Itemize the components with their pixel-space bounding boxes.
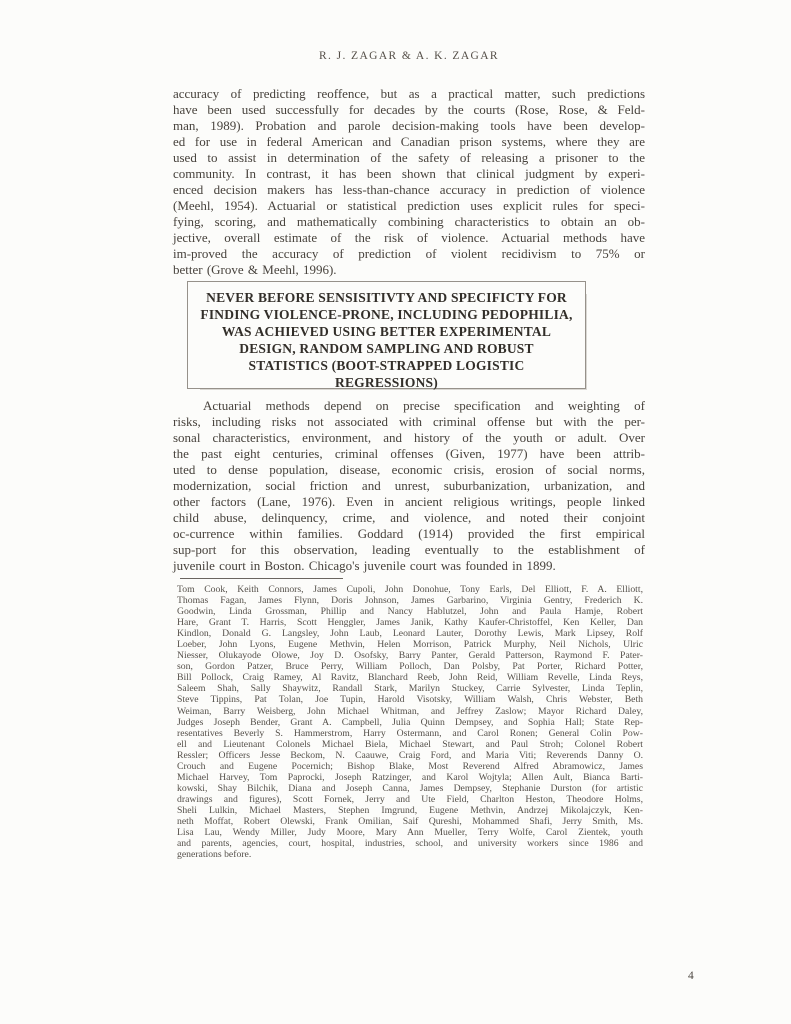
text-line: jective, overall estimate of the risk of violence. Actuarial methods have xyxy=(173,230,645,245)
text-line: NEVER BEFORE SENSISITIVTY AND SPECIFICTY FOR xyxy=(206,290,567,305)
text-line: Sheli Lulkin, Michael Masters, Stephen Imgrund, Eugene Methvin, Andrzej Mikolajczyk, Ken- xyxy=(177,804,643,816)
text-line: uted to dense population, disease, economic crisis, erosion of social norms, xyxy=(173,462,645,477)
text-line: accuracy of predicting reoffence, but as a practical matter, such predictions xyxy=(173,86,645,101)
text-line: and parents, agencies, court, hospital, industries, school, and university workers since 1986 and xyxy=(177,838,643,850)
text-line: Lisa Lau, Wendy Miller, Judy Moore, Mary Ann Mueller, Terry Wolfe, Carol Zientek, youth xyxy=(177,827,643,839)
text-line: Michael Harvey, Tom Paprocki, Joseph Ratzinger, and Karol Wojtyla; Allen Ault, Bianca Barti- xyxy=(177,771,643,783)
text-line: Niesser, Olukayode Olowe, Joy D. Osofsky, Barry Panter, Gerald Patterson, Raymond F. Pater- xyxy=(177,650,643,662)
text-line: modernization, social friction and unrest, suburbanization, urbanization, and xyxy=(173,478,645,493)
text-line: Weiman, Barry Weisberg, John Michael Whitman, and Jeffrey Zaslow; Mayor Richard Daley, xyxy=(177,705,643,717)
text-line: child abuse, delinquency, crime, and violence, and noted their conjoint xyxy=(173,510,645,525)
text-line: the past eight centuries, criminal offenses (Given, 1977) have been attrib- xyxy=(173,446,645,461)
text-line: Kindlon, Donald G. Langsley, John Laub, Leonard Lauter, Dorothy Lewis, Mark Lipsey, Rolf xyxy=(177,628,643,640)
footnote-separator-rule xyxy=(180,578,343,579)
text-line: Tom Cook, Keith Connors, James Cupoli, John Donohue, Tony Earls, Del Elliott, F. A. Elliott, xyxy=(177,584,643,595)
callout-box xyxy=(187,281,586,389)
text-line: sup-port for this observation, leading eventually to the establishment of xyxy=(173,542,645,557)
text-line: neth Moffat, Robert Olewski, Frank Omilian, Saif Qureshi, Mohammed Shafi, Jerry Smith, Ms. xyxy=(177,815,643,827)
text-line: juvenile court in Boston. Chicago's juvenile court was founded in 1899. xyxy=(173,558,556,573)
text-line: Thomas Fagan, James Flynn, Doris Johnson, James Garbarino, Virginia Gentry, Frederich K. xyxy=(177,595,643,607)
text-line: ed for use in federal American and Canadian prison systems, where they are xyxy=(173,134,645,149)
text-line: Loeber, John Lyons, Eugene Methvin, Helen Morrison, Patrick Murphy, Neil Nichols, Ulric xyxy=(177,639,643,651)
text-line: Bill Pollock, Craig Ramey, Al Ravitz, Blanchard Reeb, John Reid, William Revelle, Linda Reys, xyxy=(177,672,643,684)
text-line: Actuarial methods depend on precise specification and weighting of xyxy=(203,398,645,413)
text-line: Goodwin, Linda Grossman, Phillip and Nancy Hablutzel, John and Paula Hamje, Robert xyxy=(177,606,643,618)
text-line: better (Grove & Meehl, 1996). xyxy=(173,262,337,277)
text-line: Ressler; Officers Jesse Beckom, N. Caauwe, Craig Ford, and Maria Viti; Reverends Danny O. xyxy=(177,749,643,761)
text-line: fying, scoring, and mathematically combining characteristics to obtain an ob- xyxy=(173,214,645,229)
text-line: FINDING VIOLENCE-PRONE, INCLUDING PEDOPHILIA, xyxy=(200,307,573,322)
text-line: generations before. xyxy=(177,849,252,861)
text-line: ell and Lieutenant Colonels Michael Biela, Michael Stewart, and Paul Stroh; Colonel Robert xyxy=(177,738,643,750)
text-line: Steve Tippins, Pat Tolan, Joe Tupin, Harold Visotsky, William Walsh, Chris Webster, Beth xyxy=(177,694,643,706)
page-number: 4 xyxy=(688,970,694,982)
text-line: man, 1989). Probation and parole decision-making tools have been develop- xyxy=(173,118,645,133)
text-line: sonal characteristics, environment, and history of the youth or adult. Over xyxy=(173,430,645,445)
text-line: resentatives Beverly S. Hammerstrom, Harry Ostermann, and Carol Ronen; General Colin Pow- xyxy=(177,727,643,739)
text-line: enced decision makers has less-than-chance accuracy in prediction of violence xyxy=(173,182,645,197)
footnote-acknowledgments xyxy=(177,584,643,860)
text-line: used to assist in determination of the safety of releasing a prisoner to the xyxy=(173,150,645,165)
text-line: Judges Joseph Bender, Grant A. Campbell, Julia Quinn Dempsey, and Sophia Hall; State Rep- xyxy=(177,716,643,728)
text-line: im-proved the accuracy of prediction of violent recidivism to 75% or xyxy=(173,246,645,261)
text-line: STATISTICS (BOOT-STRAPPED LOGISTIC xyxy=(248,358,525,373)
text-line: Hare, Grant T. Harris, Scott Henggler, James Janik, Kathy Kaufer-Christoffel, Ken Keller, Dan xyxy=(177,617,643,629)
callout-text xyxy=(188,282,585,391)
text-line: risks, including risks not associated with criminal offense but with the per- xyxy=(173,414,645,429)
paragraph-1 xyxy=(173,86,645,278)
text-line: REGRESSIONS) xyxy=(335,375,438,390)
text-line: (Meehl, 1954). Actuarial or statistical prediction uses explicit rules for speci- xyxy=(173,198,645,213)
text-line: DESIGN, RANDOM SAMPLING AND ROBUST xyxy=(239,341,534,356)
text-line: son, Gordon Patzer, Bruce Perry, William Polloch, Dan Polsby, Pat Porter, Richard Potter, xyxy=(177,661,643,673)
text-line: kowski, Shay Bilchik, Diana and Joseph Canna, James Dempsey, Stephanie Durston (for artistic xyxy=(177,782,643,794)
running-head: R. J. ZAGAR & A. K. ZAGAR xyxy=(318,50,500,62)
text-line: oc-currence within families. Goddard (1914) provided the first empirical xyxy=(173,526,645,541)
text-line: Crouch and Eugene Pocernich; Bishop Blake, Most Reverend Alfred Abramowicz, James xyxy=(177,760,643,772)
text-line: community. In contrast, it has been shown that clinical judgment by experi- xyxy=(173,166,645,181)
paragraph-2 xyxy=(173,398,645,574)
text-line: have been used successfully for decades by the courts (Rose, Rose, & Feld- xyxy=(173,102,645,117)
text-line: drawings and figures), Scott Fornek, Jerry and Ute Field, Charlton Heston, Theodore Holms, xyxy=(177,793,643,805)
text-line: WAS ACHIEVED USING BETTER EXPERIMENTAL xyxy=(221,324,552,339)
text-line: other factors (Lane, 1976). Even in ancient religious writings, people linked xyxy=(173,494,645,509)
text-line: Saleem Shah, Sally Shaywitz, Randall Stark, Marilyn Stuckey, Carrie Sylvester, Linda Teplin, xyxy=(177,683,643,695)
